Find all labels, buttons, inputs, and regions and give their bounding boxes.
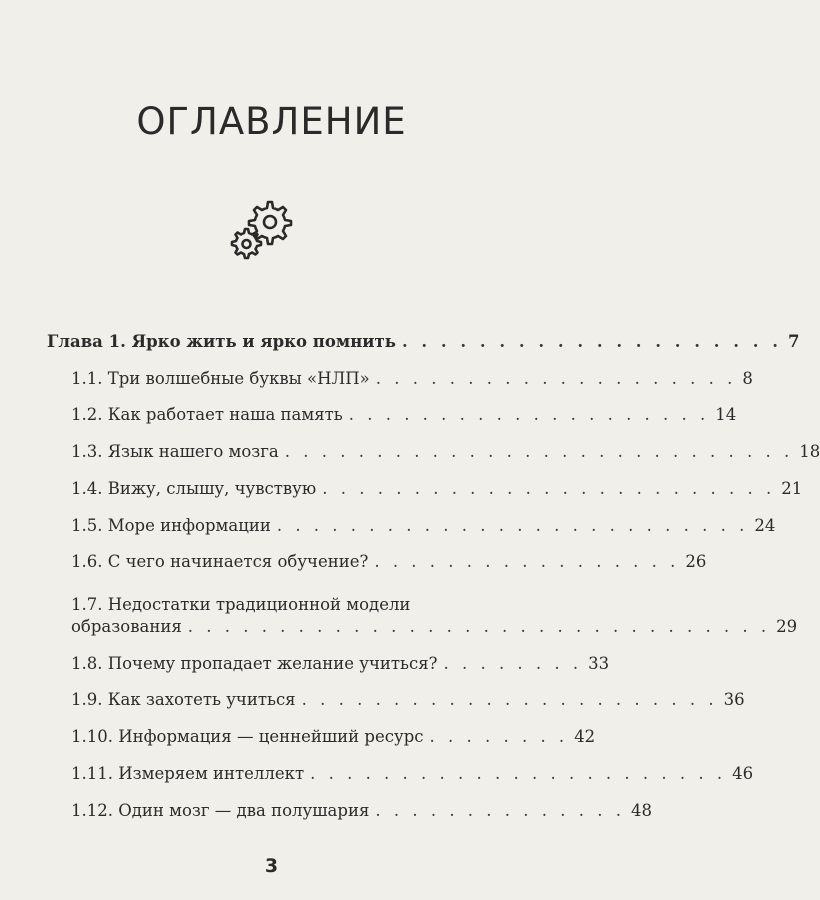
toc-entry-label: 1.10. Информация — ценнейший ресурс	[71, 727, 424, 746]
toc-entry-label: 1.4. Вижу, слышу, чувствую	[71, 479, 317, 498]
toc-page-number: 18	[799, 442, 820, 461]
toc-entry-row	[71, 552, 707, 572]
toc-leader-dots: . . . . . . . . . . . . . . . . . . . . . . . . . . . . . . . .	[187, 617, 771, 636]
toc-chapter-row	[47, 332, 800, 352]
toc-entry-row	[71, 727, 596, 747]
toc-leader-dots: . . . . . . . . . . . . . . . . . . . . . . .	[301, 690, 718, 709]
toc-entry-row	[71, 764, 754, 784]
page-title: ОГЛАВЛЕНИЕ	[136, 100, 407, 143]
toc-page-number: 36	[723, 690, 745, 709]
toc-entry-label: 1.5. Море информации	[71, 516, 271, 535]
toc-leader-dots: . . . . . . . . . . . . . . . . . . . . . . . . . .	[276, 516, 749, 535]
toc-leader-dots: . . . . . . . . . . . . . .	[375, 801, 625, 820]
toc-page-number: 33	[588, 654, 610, 673]
toc-entry-label: Глава 1. Ярко жить и ярко помнить	[47, 332, 396, 351]
toc-leader-dots: . . . . . . . .	[429, 727, 569, 746]
toc-entry-row	[71, 617, 798, 637]
toc-leader-dots: . . . . . . . . . . . . . . . . . . . .	[401, 332, 782, 351]
toc-entry-row	[71, 516, 776, 536]
toc-leader-dots: . . . . . . . . . . . . . . . . . . . . . . . . .	[322, 479, 776, 498]
toc-entry-label: 1.11. Измеряем интеллект	[71, 764, 305, 783]
toc-entry-row	[71, 369, 753, 389]
toc-entry-label: образования	[71, 617, 182, 636]
toc-entry-label: 1.8. Почему пропадает желание учиться?	[71, 654, 438, 673]
toc-page-number: 42	[574, 727, 596, 746]
toc-leader-dots: . . . . . . . .	[443, 654, 583, 673]
toc-entry-label: 1.2. Как работает наша память	[71, 405, 343, 424]
toc-entry-label: 1.12. Один мозг — два полушария	[71, 801, 370, 820]
toc-leader-dots: . . . . . . . . . . . . . . . . . . . . . . .	[310, 764, 727, 783]
toc-entry-row	[71, 690, 745, 710]
toc-entry-label: 1.3. Язык нашего мозга	[71, 442, 279, 461]
toc-page-number: 14	[715, 405, 737, 424]
toc-leader-dots: . . . . . . . . . . . . . . . . . . . .	[348, 405, 710, 424]
toc-page-number: 7	[787, 332, 800, 351]
toc-leader-dots: . . . . . . . . . . . . . . . . . . . . . . . . . . . .	[284, 442, 794, 461]
page-number-footer: 3	[264, 855, 279, 877]
toc-page-number: 8	[742, 369, 753, 388]
toc-entry-row	[71, 442, 820, 462]
toc-page-number: 29	[776, 617, 798, 636]
toc-leader-dots: . . . . . . . . . . . . . . . . . . . .	[375, 369, 737, 388]
toc-page-number: 21	[781, 479, 803, 498]
toc-entry-label: 1.1. Три волшебные буквы «НЛП»	[71, 369, 370, 388]
gears-icon	[228, 196, 296, 264]
toc-entry-label: 1.9. Как захотеть учиться	[71, 690, 296, 709]
toc-entry-row	[71, 801, 652, 821]
toc-page-number: 46	[732, 764, 754, 783]
toc-page-number: 48	[630, 801, 652, 820]
toc-entry-label-line1: 1.7. Недостатки традиционной модели	[71, 595, 411, 614]
toc-entry-row	[71, 479, 803, 499]
toc-page-number: 24	[754, 516, 776, 535]
toc-entry-label: 1.6. С чего начинается обучение?	[71, 552, 369, 571]
toc-entry-row	[71, 654, 610, 674]
toc-leader-dots: . . . . . . . . . . . . . . . . .	[374, 552, 680, 571]
toc-entry-row	[71, 405, 737, 425]
toc-page-number: 26	[685, 552, 707, 571]
